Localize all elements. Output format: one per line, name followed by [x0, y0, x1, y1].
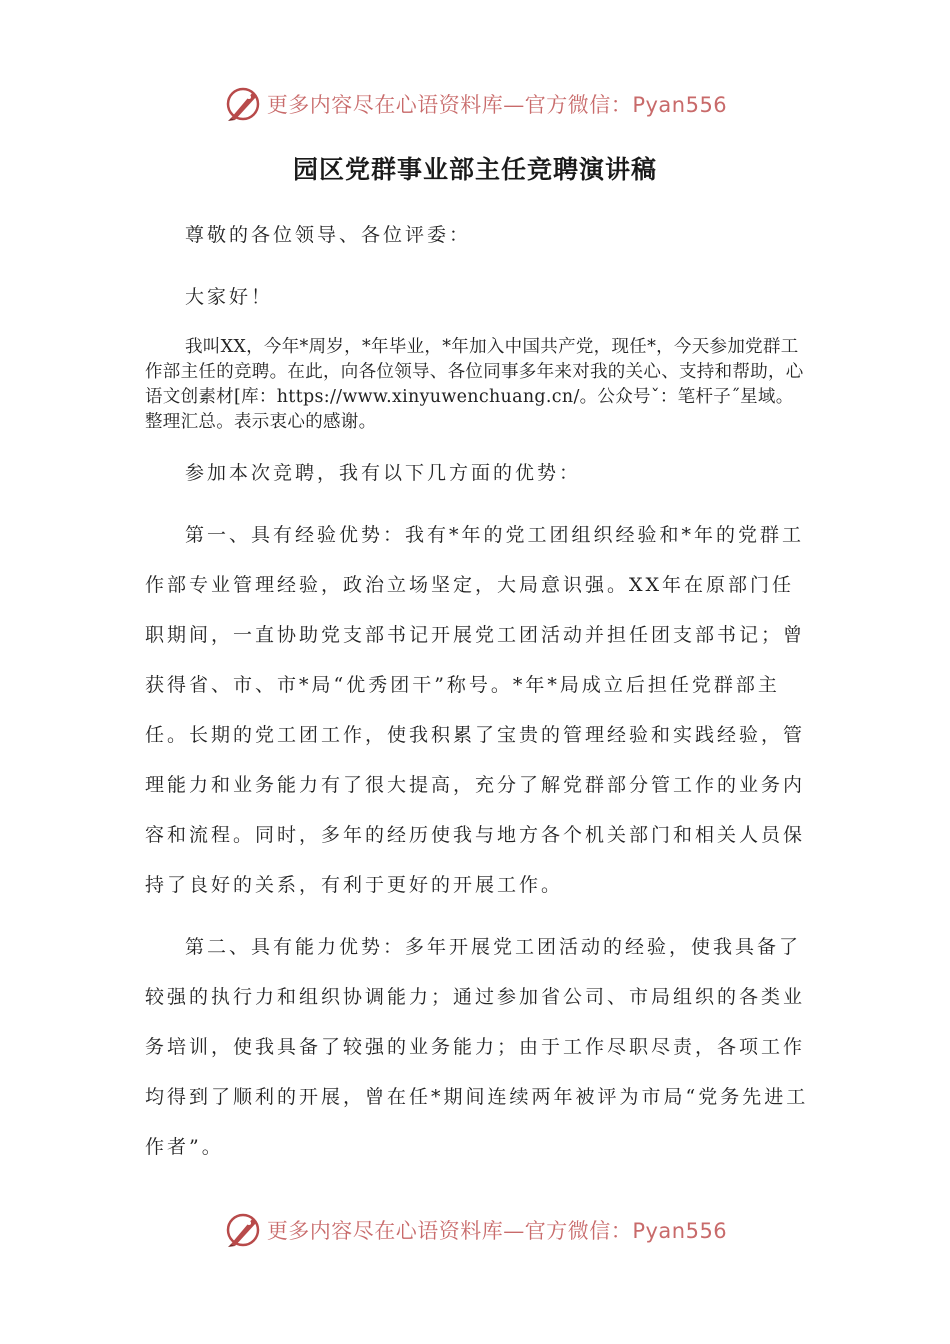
document-title: 园区党群事业部主任竞聘演讲稿 [292, 155, 657, 184]
pen-logo-icon [223, 1210, 263, 1250]
ability-advantage-paragraph: 第二、具有能力优势：多年开展党工团活动的经验，使我具备了较强的执行力和组织协调能力；通过参加省公司、市局组织的各类业务培训，使我具备了较强的业务能力；由于工作尽职尽责，各项工作均得到了顺利的开展，曾在任*期间连续两年被评为市局“党务先进工作者”。 [145, 936, 809, 1158]
header-watermark-banner [0, 82, 950, 126]
pen-logo-icon [223, 84, 263, 124]
banner-text: 更多内容尽在心语资料库—官方微信：Pyan556 [266, 93, 728, 117]
salutation: 尊敬的各位领导、各位评委： [185, 224, 472, 246]
footer-watermark-banner [0, 1208, 950, 1252]
intro-paragraph: 我叫XX，今年*周岁，*年毕业，*年加入中国共产党，现任*，今天参加党群工作部主任的竞聘。在此，向各位领导、各位同事多年来对我的关心、支持和帮助，心语文创素材[库：https://www.xinyuwenchuang.cn/。公众号ˇ：笔杆子˝星域。整理汇总。表示衷心的感谢。 [145, 337, 804, 432]
advantages-intro: 参加本次竞聘，我有以下几方面的优势： [185, 462, 582, 484]
experience-advantage-paragraph: 第一、具有经验优势：我有*年的党工团组织经验和*年的党群工作部专业管理经验，政治立场坚定，大局意识强。XX年在原部门任职期间，一直协助党支部书记开展党工团活动并担任团支部书记；曾获得省、市、市*局“优秀团干”称号。*年*局成立后担任党群部主任。长期的党工团工作，使我积累了宝贵的管理经验和实践经验，管理能力和业务能力有了很大提高，充分了解党群部分管工作的业务内容和流程。同时，多年的经历使我与地方各个机关部门和相关人员保持了良好的关系，有利于更好的开展工作。 [145, 524, 806, 896]
greeting: 大家好！ [185, 286, 274, 308]
banner-text: 更多内容尽在心语资料库—官方微信：Pyan556 [266, 1219, 728, 1243]
wechat-id: Pyan556 [632, 93, 728, 117]
wechat-id: Pyan556 [632, 1219, 728, 1243]
